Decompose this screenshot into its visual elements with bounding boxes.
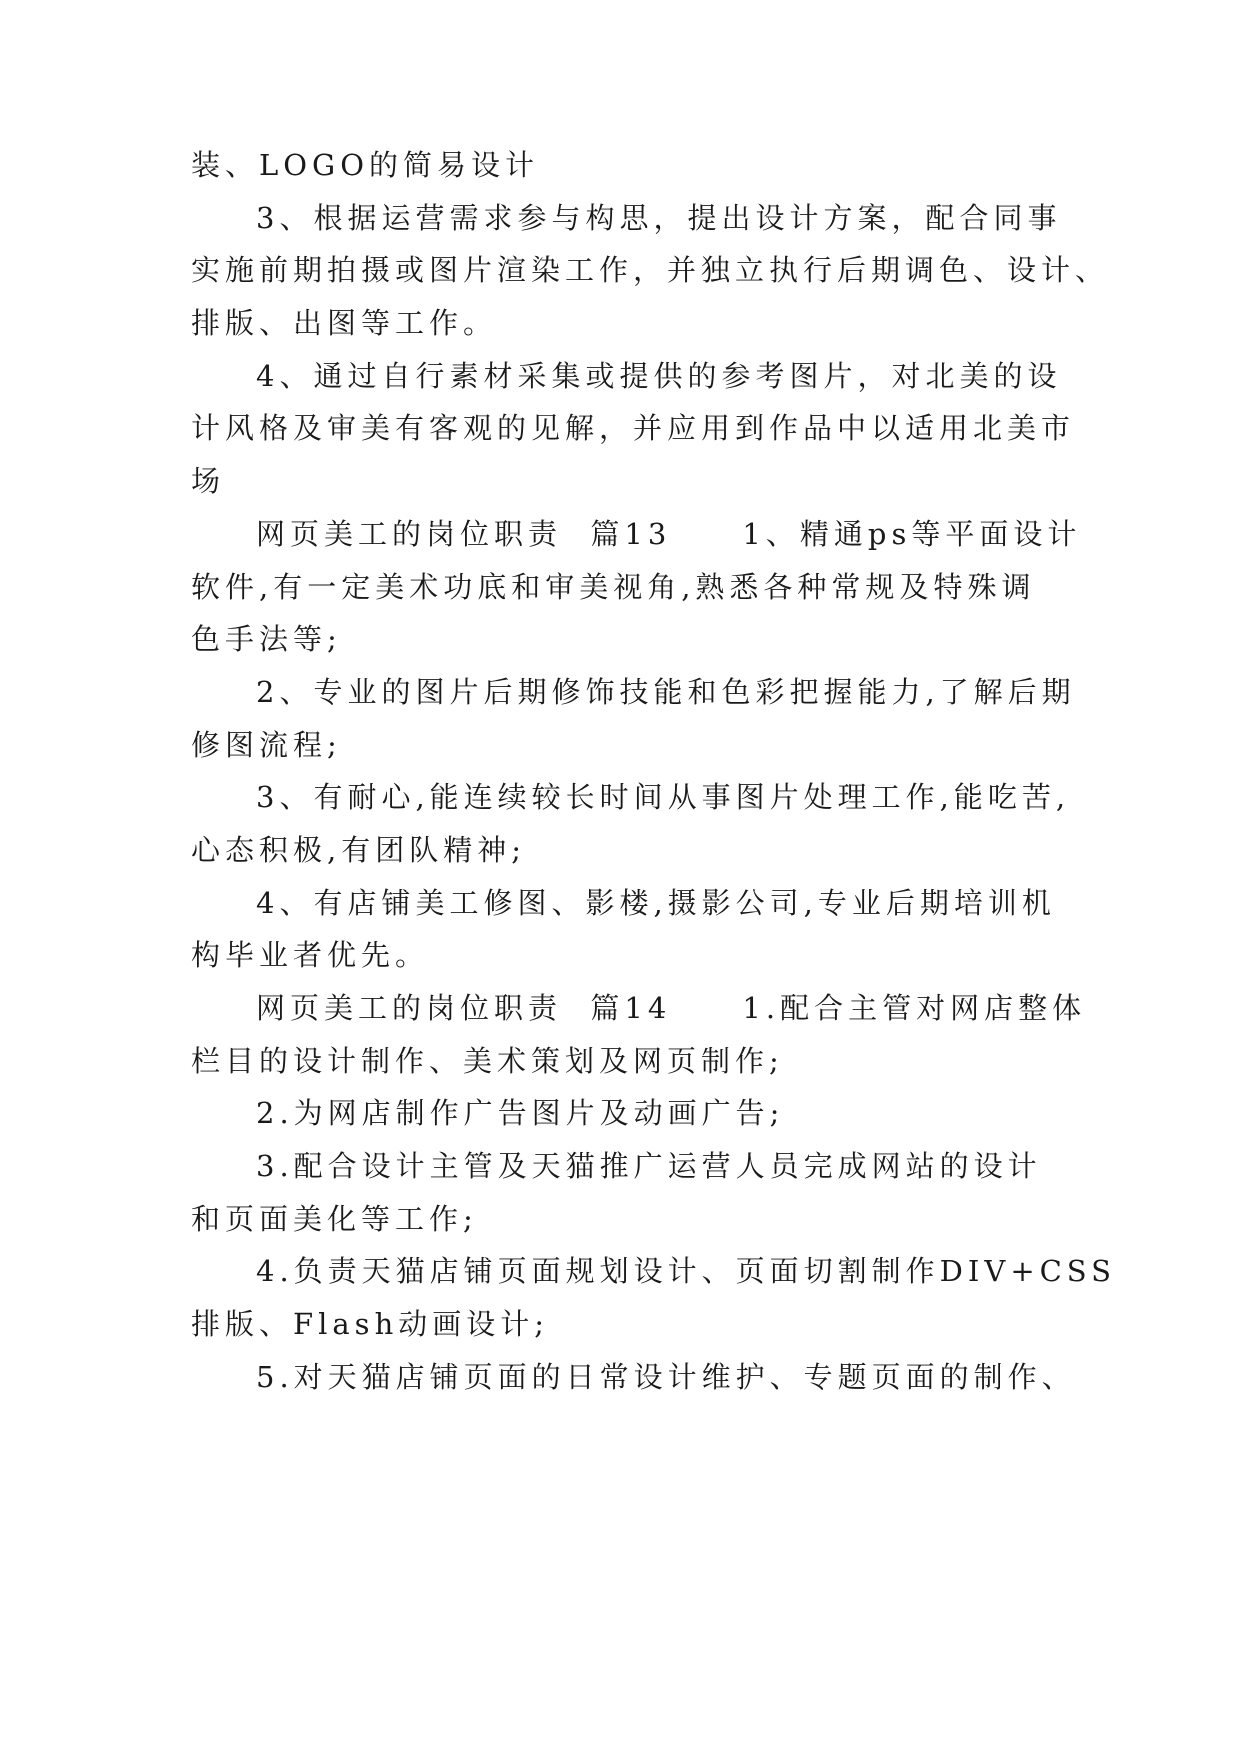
text-line: 3.配合设计主管及天猫推广运营人员完成网站的设计 bbox=[256, 1149, 1042, 1183]
text-line: 4、通过自行素材采集或提供的参考图片，对北美的设 bbox=[256, 359, 1062, 393]
text-line: 2、专业的图片后期修饰技能和色彩把握能力,了解后期 bbox=[256, 675, 1076, 709]
text-line: 栏目的设计制作、美术策划及网页制作; bbox=[191, 1044, 784, 1078]
text-line: 软件,有一定美术功底和审美视角,熟悉各种常规及特殊调 bbox=[191, 570, 1036, 604]
text-line: 3、根据运营需求参与构思，提出设计方案，配合同事 bbox=[256, 201, 1062, 235]
text-line: 4.负责天猫店铺页面规划设计、页面切割制作DIV+CSS bbox=[256, 1254, 1117, 1288]
text-line: 装、LOGO的简易设计 bbox=[191, 148, 539, 182]
text-line: 3、有耐心,能连续较长时间从事图片处理工作,能吃苦, bbox=[256, 780, 1071, 814]
text-line: 场 bbox=[191, 464, 226, 498]
text-line: 构毕业者优先。 bbox=[191, 938, 430, 972]
text-line: 修图流程; bbox=[191, 728, 342, 762]
text-line: 和页面美化等工作; bbox=[191, 1202, 478, 1236]
text-line: 实施前期拍摄或图片渲染工作，并独立执行后期调色、设计、 bbox=[191, 253, 1110, 287]
text-line: 计风格及审美有客观的见解，并应用到作品中以适用北美市 bbox=[191, 411, 1076, 445]
text-line: 2.为网店制作广告图片及动画广告; bbox=[256, 1096, 785, 1130]
section-heading-line: 网页美工的岗位职责 篇14 1.配合主管对网店整体 bbox=[256, 991, 1087, 1025]
text-line: 排版、Flash动画设计; bbox=[191, 1307, 550, 1341]
section-heading-line: 网页美工的岗位职责 篇13 1、精通ps等平面设计 bbox=[256, 517, 1082, 551]
text-line: 排版、出图等工作。 bbox=[191, 306, 498, 340]
text-line: 5.对天猫店铺页面的日常设计维护、专题页面的制作、 bbox=[256, 1360, 1076, 1394]
text-line: 4、有店铺美工修图、影楼,摄影公司,专业后期培训机 bbox=[256, 886, 1056, 920]
text-line: 色手法等; bbox=[191, 622, 342, 656]
text-line: 心态积极,有团队精神; bbox=[191, 833, 526, 867]
